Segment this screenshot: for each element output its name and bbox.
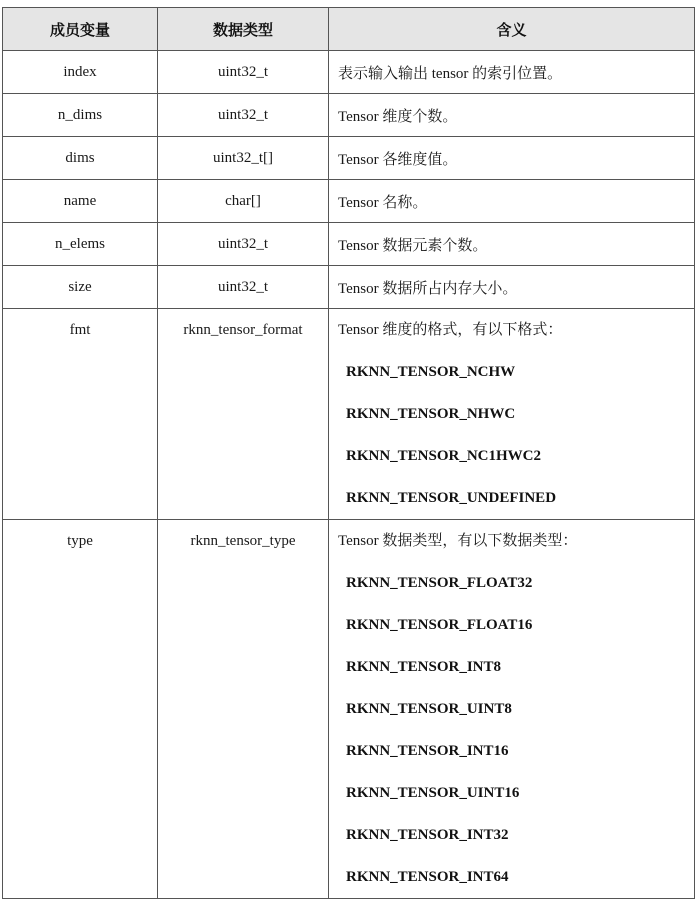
member-cell: index [3, 51, 158, 94]
meaning-cell [329, 309, 695, 520]
tensor-attr-table [2, 7, 695, 899]
member-cell: n_elems [3, 223, 158, 266]
type-option: RKNN_TENSOR_INT16 [346, 743, 509, 759]
meaning-cell: Tensor 数据所占内存大小。 [329, 266, 695, 309]
type-cell: char[] [158, 180, 329, 223]
type-cell: uint32_t [158, 223, 329, 266]
table-row [3, 51, 695, 94]
tensor-attr-table-container [2, 7, 694, 899]
type-option: RKNN_TENSOR_FLOAT16 [346, 617, 533, 633]
meaning-cell: Tensor 名称。 [329, 180, 695, 223]
type-option: RKNN_TENSOR_INT64 [346, 869, 509, 885]
table-row [3, 94, 695, 137]
member-cell: size [3, 266, 158, 309]
table-row [3, 266, 695, 309]
type-cell: rknn_tensor_format [158, 309, 329, 520]
meaning-cell: 表示输入输出 tensor 的索引位置。 [329, 51, 695, 94]
member-cell: name [3, 180, 158, 223]
table-body [3, 51, 695, 899]
header-type: 数据类型 [158, 8, 329, 51]
meaning-cell: Tensor 数据元素个数。 [329, 223, 695, 266]
type-option-list [338, 562, 694, 898]
meaning-cell: Tensor 各维度值。 [329, 137, 695, 180]
table-row [3, 180, 695, 223]
format-option: RKNN_TENSOR_UNDEFINED [346, 490, 557, 506]
type-cell: uint32_t [158, 51, 329, 94]
member-cell: fmt [3, 309, 158, 520]
type-option: RKNN_TENSOR_UINT16 [346, 785, 520, 801]
type-option: RKNN_TENSOR_INT32 [346, 827, 509, 843]
table-header [3, 8, 695, 51]
type-cell: uint32_t [158, 266, 329, 309]
header-row [3, 8, 695, 51]
table-row [3, 223, 695, 266]
table-row-type [3, 520, 695, 899]
type-cell: uint32_t[] [158, 137, 329, 180]
format-option-list [338, 351, 694, 519]
meaning-cell [329, 520, 695, 899]
meaning-text: Tensor 维度的格式，有以下格式： [338, 322, 563, 338]
member-cell: n_dims [3, 94, 158, 137]
table-row-fmt [3, 309, 695, 520]
member-cell: dims [3, 137, 158, 180]
type-option: RKNN_TENSOR_FLOAT32 [346, 575, 533, 591]
format-option: RKNN_TENSOR_NHWC [346, 406, 516, 422]
meaning-cell: Tensor 维度个数。 [329, 94, 695, 137]
type-option: RKNN_TENSOR_INT8 [346, 659, 502, 675]
format-option: RKNN_TENSOR_NCHW [346, 364, 516, 380]
format-option: RKNN_TENSOR_NC1HWC2 [346, 448, 542, 464]
type-cell: uint32_t [158, 94, 329, 137]
type-cell: rknn_tensor_type [158, 520, 329, 899]
meaning-text: Tensor 数据类型，有以下数据类型： [338, 533, 578, 549]
header-meaning: 含义 [329, 8, 695, 51]
type-option: RKNN_TENSOR_UINT8 [346, 701, 512, 717]
member-cell: type [3, 520, 158, 899]
table-row [3, 137, 695, 180]
header-member: 成员变量 [3, 8, 158, 51]
